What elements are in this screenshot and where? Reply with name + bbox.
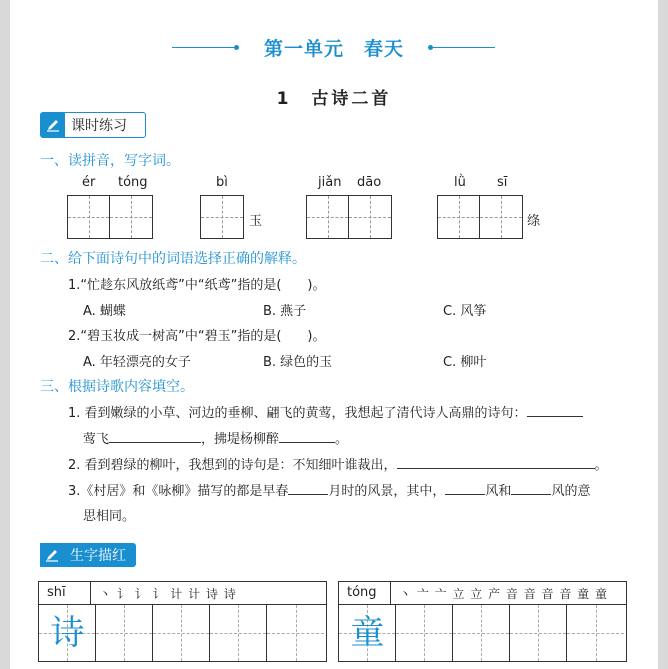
pinyin-lv: lǜ (454, 175, 466, 190)
pencil-icon (41, 113, 65, 137)
s3-q1-text-c: ，拂堤杨柳醉 (201, 432, 280, 447)
s3-question-2 (68, 454, 608, 473)
pinyin-er: ér (82, 175, 96, 190)
writing-cell[interactable] (480, 196, 522, 238)
answer-blank[interactable] (445, 482, 485, 495)
s3-question-1-cont (83, 428, 348, 447)
answer-blank[interactable] (511, 482, 551, 495)
pencil-icon (40, 543, 64, 567)
trace-cell[interactable] (153, 605, 210, 661)
section1-title: 一、读拼音，写字词。 (40, 153, 180, 169)
trace-char: 诗 (50, 613, 85, 653)
s3-q2-text: 2. 看到碧绿的柳叶，我想到的诗句是：不知细叶谁裁出， (68, 458, 397, 473)
pinyin-jian: jiǎn (318, 175, 342, 190)
worksheet-page (10, 0, 658, 669)
s2-q1-option-c[interactable]: C. 风筝 (443, 304, 487, 319)
pinyin-dao: dāo (357, 175, 382, 190)
tracing-block-tong (338, 581, 627, 662)
writing-cell[interactable] (110, 196, 152, 238)
s3-q3-text-a: 3.《村居》和《咏柳》描写的都是早春 (68, 484, 289, 499)
s2-question-2: 2.“碧玉妆成一树高”中“碧玉”指的是( )。 (68, 329, 326, 344)
writing-box-2[interactable] (200, 195, 244, 239)
pinyin-bi: bì (216, 175, 228, 190)
trace-badge (40, 543, 136, 567)
stroke-order: 丶 讠 讠 讠 计 计 诗 诗 (99, 586, 237, 601)
writing-box-1[interactable] (67, 195, 153, 239)
answer-blank[interactable] (109, 430, 201, 443)
s3-q2-end: 。 (594, 458, 608, 473)
s2-q2-option-b[interactable]: B. 绿色的玉 (263, 355, 333, 370)
tracing-block-shi (38, 581, 327, 662)
s2-q2-option-c[interactable]: C. 柳叶 (443, 355, 487, 370)
s3-q3-text-b: 月时的风景，其中， (328, 484, 446, 499)
s3-q3-text-d: 风的意 (551, 484, 591, 499)
writing-cell[interactable] (349, 196, 391, 238)
writing-box-3[interactable] (306, 195, 392, 239)
s3-q3-text-c: 风和 (485, 484, 512, 499)
practice-badge-label: 课时练习 (71, 118, 127, 134)
trace-cell[interactable] (210, 605, 267, 661)
trace-char: 童 (350, 613, 385, 653)
s3-q1-text: 1. 看到嫩绿的小草、河边的垂柳、翩飞的黄莺，我想起了清代诗人高鼎的诗句： (68, 406, 527, 421)
writing-box-4[interactable] (437, 195, 523, 239)
answer-blank[interactable] (397, 456, 595, 469)
s3-q1-end: 。 (335, 432, 349, 447)
unit-title: 第一单元 春天 (263, 38, 404, 60)
trace-pinyin: shī (39, 582, 91, 604)
writing-cell[interactable] (307, 196, 349, 238)
s2-q2-option-a[interactable]: A. 年轻漂亮的女子 (83, 355, 191, 370)
trace-cell[interactable] (510, 605, 567, 661)
suffix-tao: 绦 (527, 214, 541, 229)
practice-badge (40, 112, 146, 138)
trace-cell[interactable] (339, 605, 396, 661)
s2-q1-option-a[interactable]: A. 蝴蝶 (83, 304, 126, 319)
section3-title: 三、根据诗歌内容填空。 (40, 379, 194, 395)
writing-cell[interactable] (438, 196, 480, 238)
writing-cell[interactable] (68, 196, 110, 238)
trace-cell[interactable] (453, 605, 510, 661)
trace-pinyin: tóng (339, 582, 391, 604)
lesson-title: 1 古诗二首 (276, 89, 392, 109)
stroke-order: 丶 亠 亠 立 立 产 音 音 音 音 童 童 (399, 586, 608, 601)
answer-blank[interactable] (279, 430, 335, 443)
s2-question-1: 1.“忙趁东风放纸鸢”中“纸鸢”指的是( )。 (68, 278, 326, 293)
trace-cell[interactable] (267, 605, 324, 661)
trace-cell[interactable] (39, 605, 96, 661)
trace-cell[interactable] (567, 605, 624, 661)
section2-title: 二、给下面诗句中的词语选择正确的解释。 (40, 251, 306, 267)
suffix-yu: 玉 (249, 214, 263, 229)
header-line-right (433, 47, 495, 48)
s3-question-3 (68, 480, 590, 499)
pinyin-si: sī (497, 175, 508, 190)
writing-cell[interactable] (201, 196, 243, 238)
pinyin-tong: tóng (118, 175, 148, 190)
s3-question-3-cont: 思相同。 (83, 509, 136, 524)
s2-q1-option-b[interactable]: B. 燕子 (263, 304, 307, 319)
trace-cell[interactable] (396, 605, 453, 661)
answer-blank[interactable] (527, 404, 583, 417)
trace-badge-label: 生字描红 (70, 548, 126, 564)
answer-blank[interactable] (288, 482, 328, 495)
s3-q1-text-b: 莺飞 (83, 432, 110, 447)
s3-question-1 (68, 402, 628, 421)
trace-cell[interactable] (96, 605, 153, 661)
